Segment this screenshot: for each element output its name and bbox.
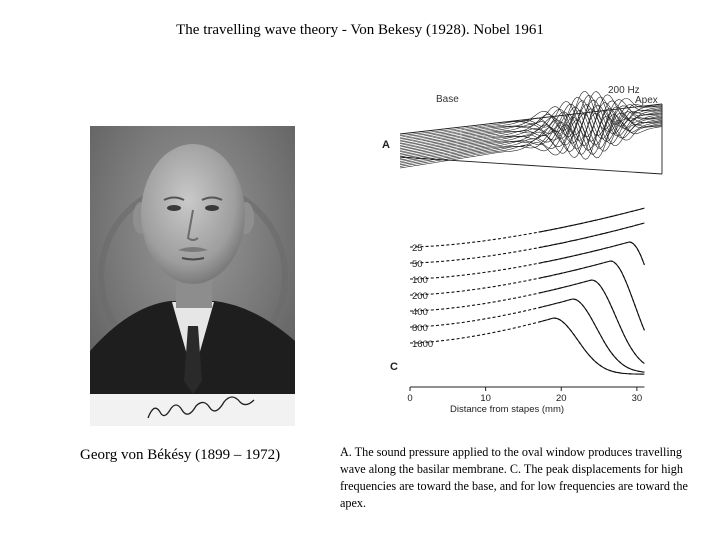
frequency-label-100: 100 xyxy=(412,275,428,286)
portrait-photo xyxy=(90,126,295,426)
envelope-100-hz-solid xyxy=(410,242,644,279)
envelope-1600-hz xyxy=(410,318,644,374)
envelope-50-hz xyxy=(410,223,644,263)
panel-a-base-label: Base xyxy=(436,94,459,105)
x-axis-label: Distance from stapes (mm) xyxy=(450,404,565,415)
envelope-800-hz-solid xyxy=(410,299,644,372)
frequency-label-800: 800 xyxy=(412,323,428,334)
photo-caption: Georg von Békésy (1899 – 1972) xyxy=(80,447,281,463)
frequency-label-400: 400 xyxy=(412,307,428,318)
slide-title: The travelling wave theory - Von Bekesy (1928). Nobel 1961 xyxy=(176,22,544,38)
envelope-1600-hz-solid xyxy=(410,318,644,374)
x-tick-label: 20 xyxy=(555,393,567,404)
envelope-800-hz xyxy=(410,299,644,372)
envelope-200-hz-solid xyxy=(410,261,644,330)
x-tick-label: 0 xyxy=(407,393,413,404)
panel-c-label: C xyxy=(390,361,398,373)
envelope-25-hz xyxy=(410,208,644,247)
figure-description: A. The sound pressure applied to the oval window produces travelling wave along the basilar membrane. C. The peak displacements for high frequencies are toward the base, and for low frequencies are toward the apex. xyxy=(340,445,688,510)
envelope-400-hz xyxy=(410,280,644,364)
panel-a-label: A xyxy=(382,139,390,151)
frequency-label-200: 200 xyxy=(412,291,428,302)
envelope-400-hz-solid xyxy=(410,280,644,364)
envelope-200-hz xyxy=(410,261,644,330)
frequency-label-25: 25 xyxy=(412,243,423,254)
envelope-25-hz-solid xyxy=(410,208,644,247)
figure xyxy=(370,82,670,422)
x-tick-label: 30 xyxy=(631,393,643,404)
frequency-label-50: 50 xyxy=(412,259,423,270)
frequency-label-1600: 1600 xyxy=(412,339,434,350)
x-tick-label: 10 xyxy=(480,393,491,404)
panel-a-apex-label: Apex xyxy=(635,95,658,106)
envelope-50-hz-solid xyxy=(410,223,644,263)
panel-a-center-label: 200 Hz xyxy=(608,85,640,96)
panel-c-envelope-chart xyxy=(407,208,644,404)
